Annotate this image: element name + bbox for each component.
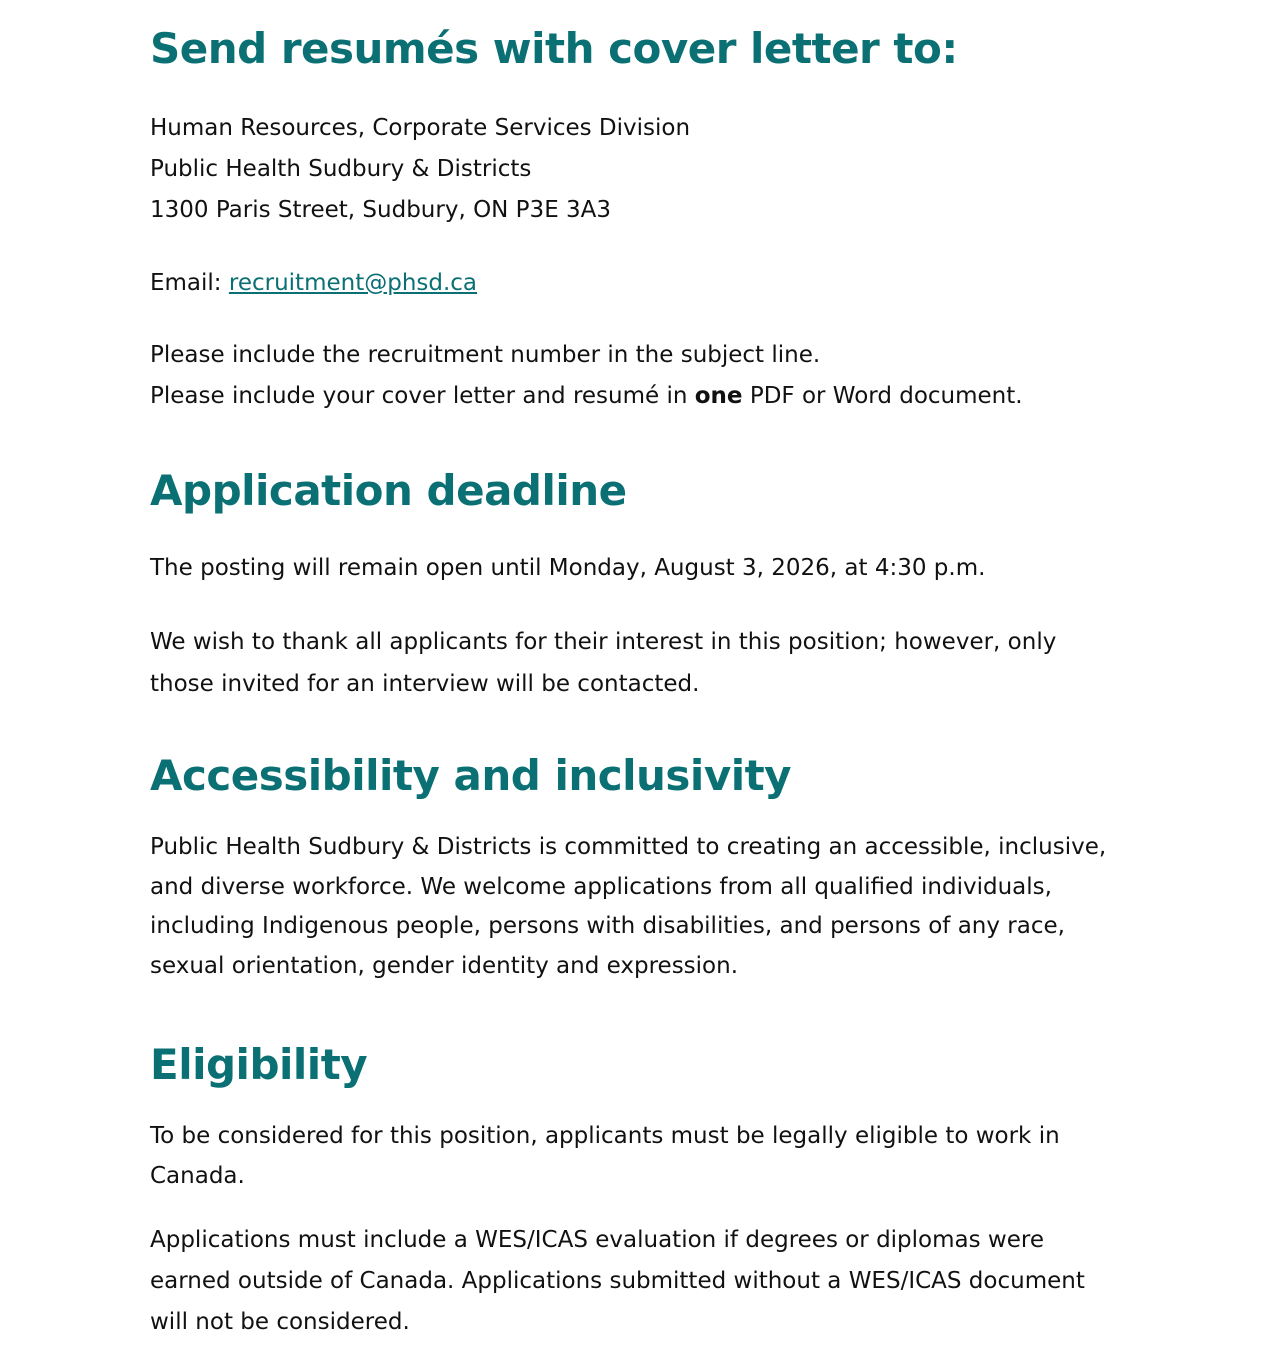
instruction-single-document	[150, 376, 1023, 417]
application-instructions	[150, 335, 1023, 417]
instruction-text-after: PDF or Word document.	[749, 383, 1023, 409]
eligibility-heading: Eligibility	[150, 1040, 368, 1089]
accessibility-text: Public Health Sudbury & Districts is committed to creating an accessible, inclusive, and diverse workforce. We welcome applications from all qualified individuals, including Indigenous people, persons with disabilities, and persons of any race, sexual orientation, gender identity and expression.	[150, 834, 1107, 979]
instruction-text-before: Please include your cover letter and resumé in	[150, 383, 688, 409]
instruction-subject-line: Please include the recruitment number in the subject line.	[150, 342, 821, 368]
instruction-emphasis: one	[694, 383, 743, 409]
application-deadline-heading: Application deadline	[150, 466, 627, 515]
deadline-text: The posting will remain open until Monday, August 3, 2026, at 4:30 p.m.	[150, 555, 986, 581]
email-line	[150, 263, 477, 303]
accessibility-heading: Accessibility and inclusivity	[150, 751, 792, 800]
send-resumes-heading: Send resumés with cover letter to:	[150, 24, 958, 73]
address-line-organization: Public Health Sudbury & Districts	[150, 156, 532, 182]
mailing-address	[150, 108, 690, 231]
address-line-street: 1300 Paris Street, Sudbury, ON P3E 3A3	[150, 197, 612, 223]
thanks-text: We wish to thank all applicants for their interest in this position; however, only those invited for an interview will be contacted.	[150, 629, 1057, 697]
email-label: Email:	[150, 270, 222, 296]
email-link[interactable]: recruitment@phsd.ca	[228, 270, 478, 296]
eligibility-wes-text: Applications must include a WES/ICAS evaluation if degrees or diplomas were earned outside of Canada. Applications submitted without a WES/ICAS document will not be considered.	[150, 1227, 1085, 1335]
eligibility-legal-text: To be considered for this position, applicants must be legally eligible to work in Canada.	[150, 1123, 1060, 1189]
address-line-department: Human Resources, Corporate Services Division	[150, 115, 691, 141]
